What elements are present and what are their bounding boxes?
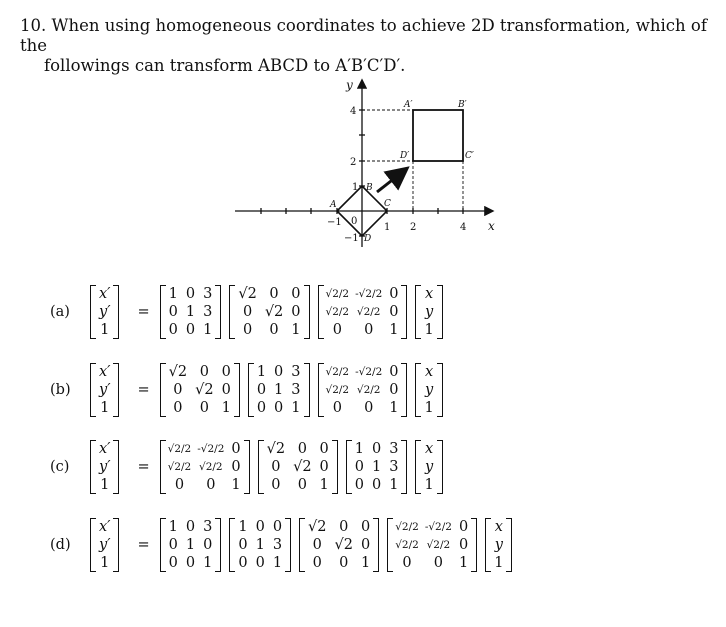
matrix-entry: x′: [99, 364, 111, 380]
matrix-row: [234, 554, 286, 572]
matrix-entry: 0: [332, 322, 342, 338]
matrix-entry: 0: [221, 382, 231, 398]
matrix-row: [95, 321, 114, 339]
matrix-entry: 0: [319, 441, 329, 457]
question: [20, 16, 710, 76]
matrix-entry: √2: [195, 382, 214, 398]
matrix-entry: 0: [269, 322, 279, 338]
equals-sign: =: [137, 537, 150, 553]
matrix-grid: [490, 518, 507, 572]
matrix-entry: √2: [266, 441, 286, 457]
transform-matrix: [229, 285, 309, 339]
matrix-entry: 0: [231, 459, 241, 475]
matrix-entry: -√2/2: [197, 443, 225, 455]
matrix-entry: 0: [173, 382, 183, 398]
transform-matrix: [299, 518, 379, 572]
matrix-grid: [95, 518, 114, 572]
input-vector: [415, 440, 442, 494]
input-vector: [415, 363, 442, 417]
matrix-row: [392, 518, 472, 536]
option-label: (d): [50, 537, 71, 553]
matrix-row: [95, 458, 114, 476]
matrix-row: [263, 476, 333, 494]
matrix-entry: 1: [203, 555, 213, 571]
matrix-row: [420, 458, 437, 476]
matrix-row: [323, 363, 403, 381]
matrix-entry: y: [425, 382, 434, 398]
matrix-entry: √2/2: [325, 306, 350, 318]
matrix-row: [95, 554, 114, 572]
matrix-entry: 0: [312, 537, 322, 553]
matrix-entry: 1: [185, 304, 196, 320]
matrix-row: [165, 285, 217, 303]
matrix-entry: 1: [424, 477, 434, 493]
y-axis-label: y: [346, 78, 353, 92]
matrix-entry: 1: [100, 477, 110, 493]
matrix-entry: 0: [389, 364, 399, 380]
matrix-entry: √2/2: [356, 306, 381, 318]
matrix-entry: 0: [272, 519, 283, 535]
matrix-row: [234, 285, 304, 303]
matrix-entry: 0: [206, 477, 216, 493]
matrix-entry: 0: [458, 537, 469, 553]
matrix-entry: 0: [291, 304, 301, 320]
y-tick-label: 2: [350, 157, 357, 168]
matrix-row: [253, 363, 305, 381]
matrix-entry: 1: [458, 555, 469, 571]
matrix-row: [95, 285, 114, 303]
transform-matrix: [160, 518, 222, 572]
matrix-row: [95, 476, 114, 494]
matrix-entry: 3: [203, 304, 213, 320]
matrix-entry: 1: [494, 555, 504, 571]
point-d: D: [364, 234, 372, 244]
matrix-row: [165, 476, 245, 494]
matrix-entry: 0: [173, 400, 183, 416]
matrix-entry: √2/2: [167, 461, 192, 473]
point-a: A: [330, 200, 337, 210]
y-tick-label: −1: [344, 233, 359, 244]
question-text-2: followings can transform ABCD to A′B′C′D′.: [44, 56, 406, 75]
matrix-entry: 0: [238, 555, 248, 571]
matrix-entry: 1: [291, 322, 301, 338]
matrix-entry: 0: [389, 304, 399, 320]
question-text-1: When using homogeneous coordinates to achieve 2D transformation, which of the: [20, 16, 707, 55]
matrix-entry: √2/2: [426, 539, 451, 551]
matrix-entry: 0: [339, 555, 349, 571]
matrix-entry: 0: [274, 400, 284, 416]
matrix-entry: 0: [185, 322, 196, 338]
point-c-prime: C′: [465, 151, 474, 161]
matrix-entry: 0: [372, 477, 382, 493]
matrix-entry: 0: [297, 477, 307, 493]
matrix-entry: 1: [274, 382, 284, 398]
matrix-entry: 0: [339, 519, 349, 535]
matrix-entry: 0: [402, 555, 412, 571]
matrix-entry: 0: [312, 555, 322, 571]
matrix-grid: [234, 518, 286, 572]
matrix-entry: √2/2: [325, 366, 350, 378]
matrix-row: [304, 518, 374, 536]
matrix-entry: 0: [231, 441, 241, 457]
matrix-entry: √2: [334, 537, 353, 553]
matrix-entry: 0: [271, 477, 281, 493]
matrix-row: [420, 381, 437, 399]
matrix-row: [420, 476, 437, 494]
arrow-icon: [377, 170, 405, 192]
matrix-row: [323, 381, 403, 399]
matrix-entry: √2/2: [325, 384, 350, 396]
matrix-entry: 0: [291, 286, 301, 302]
matrix-row: [165, 554, 217, 572]
matrix-entry: 1: [424, 400, 434, 416]
transform-matrix: [387, 518, 477, 572]
matrix-entry: 1: [291, 400, 301, 416]
point-c: C: [384, 199, 391, 209]
option-label: (c): [50, 459, 70, 475]
matrix-row: [351, 440, 403, 458]
matrix-grid: [323, 285, 403, 339]
matrix-row: [490, 518, 507, 536]
matrix-entry: x: [425, 286, 434, 302]
matrix-entry: 0: [269, 286, 279, 302]
question-number: 10.: [20, 16, 47, 35]
matrix-entry: y′: [99, 537, 111, 553]
matrix-entry: 1: [185, 537, 196, 553]
matrix-entry: 1: [221, 400, 231, 416]
matrix-grid: [95, 363, 114, 417]
matrix-row: [234, 321, 304, 339]
matrix-row: [234, 518, 286, 536]
matrix-row: [420, 363, 437, 381]
matrix-entry: 1: [272, 555, 283, 571]
option-label: (b): [50, 382, 71, 398]
matrix-entry: 0: [174, 477, 185, 493]
matrix-row: [95, 536, 114, 554]
matrix-entry: 3: [291, 364, 301, 380]
matrix-entry: √2/2: [199, 461, 223, 473]
matrix-entry: 0: [433, 555, 443, 571]
matrix-row: [323, 303, 403, 321]
matrix-entry: 1: [360, 555, 371, 571]
matrix-entry: 0: [168, 555, 178, 571]
y-tick-label: 1: [352, 182, 359, 193]
matrix-entry: 1: [203, 322, 213, 338]
matrix-entry: 3: [389, 441, 399, 457]
point-d-prime: D′: [400, 151, 410, 161]
matrix-grid: [253, 363, 305, 417]
matrix-grid: [165, 363, 235, 417]
matrix-entry: 1: [168, 519, 178, 535]
option-b: [50, 363, 451, 417]
matrix-grid: [420, 440, 437, 494]
matrix-row: [304, 536, 374, 554]
matrix-row: [234, 536, 286, 554]
matrix-entry: 3: [203, 519, 213, 535]
transform-matrix: [258, 440, 338, 494]
matrix-entry: y: [425, 304, 434, 320]
matrix-entry: √2/2: [356, 384, 381, 396]
output-vector: [90, 440, 119, 494]
transform-matrix: [248, 363, 310, 417]
matrix-entry: 3: [291, 382, 301, 398]
matrix-entry: 0: [297, 441, 307, 457]
matrix-entry: 0: [238, 537, 248, 553]
matrix-row: [253, 381, 305, 399]
matrix-row: [95, 303, 114, 321]
matrix-row: [234, 303, 304, 321]
transformation-diagram: [230, 75, 510, 250]
matrix-row: [95, 363, 114, 381]
matrix-entry: 0: [185, 555, 196, 571]
transform-matrix: [346, 440, 408, 494]
transform-matrix: [318, 285, 408, 339]
equals-sign: =: [137, 382, 150, 398]
matrix-entry: 0: [354, 477, 365, 493]
matrix-row: [165, 399, 235, 417]
matrix-row: [304, 554, 374, 572]
matrix-entry: 0: [185, 519, 196, 535]
matrix-entry: -√2/2: [355, 288, 383, 300]
matrix-row: [165, 536, 217, 554]
matrix-row: [323, 399, 403, 417]
matrix-row: [490, 536, 507, 554]
matrix-row: [490, 554, 507, 572]
matrix-row: [95, 399, 114, 417]
matrix-entry: 0: [271, 459, 281, 475]
matrix-entry: -√2/2: [355, 366, 383, 378]
matrix-entry: -√2/2: [424, 521, 452, 533]
matrix-row: [420, 303, 437, 321]
matrix-entry: x′: [99, 519, 111, 535]
matrix-entry: 0: [319, 459, 329, 475]
output-vector: [90, 363, 119, 417]
square-a2b2c2d2: [413, 110, 463, 161]
input-vector: [415, 285, 442, 339]
matrix-row: [165, 321, 217, 339]
matrix-entry: 0: [255, 519, 265, 535]
matrix-entry: y: [494, 537, 503, 553]
matrix-entry: 0: [372, 441, 382, 457]
transform-matrix: [160, 363, 240, 417]
matrix-row: [165, 518, 217, 536]
matrix-entry: 0: [458, 519, 469, 535]
matrix-entry: √2/2: [167, 443, 192, 455]
matrix-entry: 1: [255, 537, 265, 553]
matrix-entry: 1: [100, 400, 110, 416]
matrix-grid: [323, 363, 403, 417]
matrix-entry: x: [494, 519, 503, 535]
matrix-entry: x′: [99, 286, 111, 302]
matrix-entry: 1: [372, 459, 382, 475]
matrix-entry: 0: [242, 304, 253, 320]
matrix-grid: [304, 518, 374, 572]
matrix-row: [165, 363, 235, 381]
matrix-row: [253, 399, 305, 417]
matrix-entry: 0: [332, 400, 342, 416]
matrix-entry: √2/2: [325, 288, 350, 300]
matrix-entry: 1: [256, 364, 267, 380]
option-label: (a): [50, 304, 70, 320]
matrix-entry: 1: [100, 322, 110, 338]
matrix-entry: 1: [168, 286, 178, 302]
point-b: B: [366, 183, 373, 193]
matrix-entry: x: [425, 441, 434, 457]
matrix-entry: √2/2: [395, 539, 419, 551]
matrix-entry: 1: [424, 322, 434, 338]
matrix-row: [95, 518, 114, 536]
matrix-entry: y: [425, 459, 434, 475]
x-axis-label: x: [488, 219, 495, 233]
matrix-entry: 0: [168, 322, 178, 338]
matrix-grid: [95, 440, 114, 494]
matrix-entry: √2: [293, 459, 312, 475]
matrix-entry: x: [425, 364, 434, 380]
x-tick-label: 1: [384, 222, 391, 233]
option-d: [50, 518, 520, 572]
matrix-row: [323, 285, 403, 303]
matrix-grid: [420, 285, 437, 339]
matrix-entry: 0: [185, 286, 196, 302]
matrix-entry: 0: [360, 537, 371, 553]
matrix-row: [165, 303, 217, 321]
matrix-entry: 1: [231, 477, 241, 493]
matrix-entry: 0: [242, 322, 253, 338]
matrix-row: [263, 440, 333, 458]
matrix-entry: y′: [99, 382, 111, 398]
matrix-grid: [165, 285, 217, 339]
matrix-entry: √2/2: [395, 521, 419, 533]
point-a-prime: A′: [404, 100, 413, 110]
matrix-grid: [392, 518, 472, 572]
matrix-entry: 0: [221, 364, 231, 380]
matrix-row: [95, 440, 114, 458]
matrix-row: [263, 458, 333, 476]
matrix-row: [351, 476, 403, 494]
matrix-grid: [351, 440, 403, 494]
point-b-prime: B′: [458, 100, 467, 110]
matrix-entry: 3: [272, 537, 283, 553]
matrix-entry: √2: [308, 519, 327, 535]
matrix-entry: 0: [199, 400, 209, 416]
matrix-entry: 0: [364, 322, 374, 338]
option-c: [50, 440, 451, 494]
matrix-entry: 0: [274, 364, 284, 380]
matrix-entry: 0: [256, 400, 267, 416]
matrix-row: [420, 321, 437, 339]
matrix-entry: 0: [389, 286, 399, 302]
matrix-entry: 0: [360, 519, 371, 535]
matrix-row: [392, 536, 472, 554]
matrix-grid: [165, 440, 245, 494]
matrix-grid: [420, 363, 437, 417]
matrix-entry: 0: [168, 304, 178, 320]
matrix-entry: √2: [168, 364, 188, 380]
x-tick-label: 4: [460, 222, 467, 233]
matrix-entry: 1: [389, 477, 399, 493]
x-tick-label: 2: [410, 222, 417, 233]
matrix-entry: √2: [238, 286, 257, 302]
matrix-row: [420, 440, 437, 458]
matrix-entry: 0: [203, 537, 213, 553]
transform-matrix: [160, 285, 222, 339]
matrix-entry: y′: [99, 459, 111, 475]
matrix-grid: [263, 440, 333, 494]
matrix-entry: 1: [389, 322, 399, 338]
origin-label: 0: [351, 216, 358, 227]
matrix-entry: 0: [255, 555, 265, 571]
x-tick-label: −1: [327, 217, 342, 228]
matrix-entry: 1: [319, 477, 329, 493]
matrix-row: [392, 554, 472, 572]
option-a: [50, 285, 451, 339]
matrix-entry: 1: [354, 441, 365, 457]
equals-sign: =: [137, 304, 150, 320]
matrix-entry: 0: [256, 382, 267, 398]
input-vector: [485, 518, 512, 572]
output-vector: [90, 518, 119, 572]
matrix-entry: 1: [238, 519, 248, 535]
matrix-grid: [165, 518, 217, 572]
y-tick-label: 4: [350, 106, 357, 117]
output-vector: [90, 285, 119, 339]
matrix-row: [351, 458, 403, 476]
matrix-entry: 0: [168, 537, 178, 553]
transform-matrix: [160, 440, 250, 494]
transform-matrix: [318, 363, 408, 417]
matrix-row: [323, 321, 403, 339]
matrix-entry: √2: [264, 304, 284, 320]
matrix-entry: 0: [364, 400, 374, 416]
matrix-row: [420, 285, 437, 303]
matrix-grid: [234, 285, 304, 339]
matrix-entry: 0: [199, 364, 209, 380]
matrix-entry: y′: [99, 304, 111, 320]
matrix-row: [165, 458, 245, 476]
equals-sign: =: [137, 459, 150, 475]
matrix-row: [420, 399, 437, 417]
matrix-grid: [95, 285, 114, 339]
matrix-entry: 1: [389, 400, 399, 416]
matrix-entry: 1: [100, 555, 110, 571]
matrix-row: [165, 440, 245, 458]
matrix-entry: 3: [203, 286, 213, 302]
matrix-row: [95, 381, 114, 399]
matrix-entry: 0: [389, 382, 399, 398]
transform-matrix: [229, 518, 291, 572]
matrix-entry: 0: [354, 459, 365, 475]
matrix-entry: 3: [389, 459, 399, 475]
matrix-row: [165, 381, 235, 399]
matrix-entry: x′: [99, 441, 111, 457]
